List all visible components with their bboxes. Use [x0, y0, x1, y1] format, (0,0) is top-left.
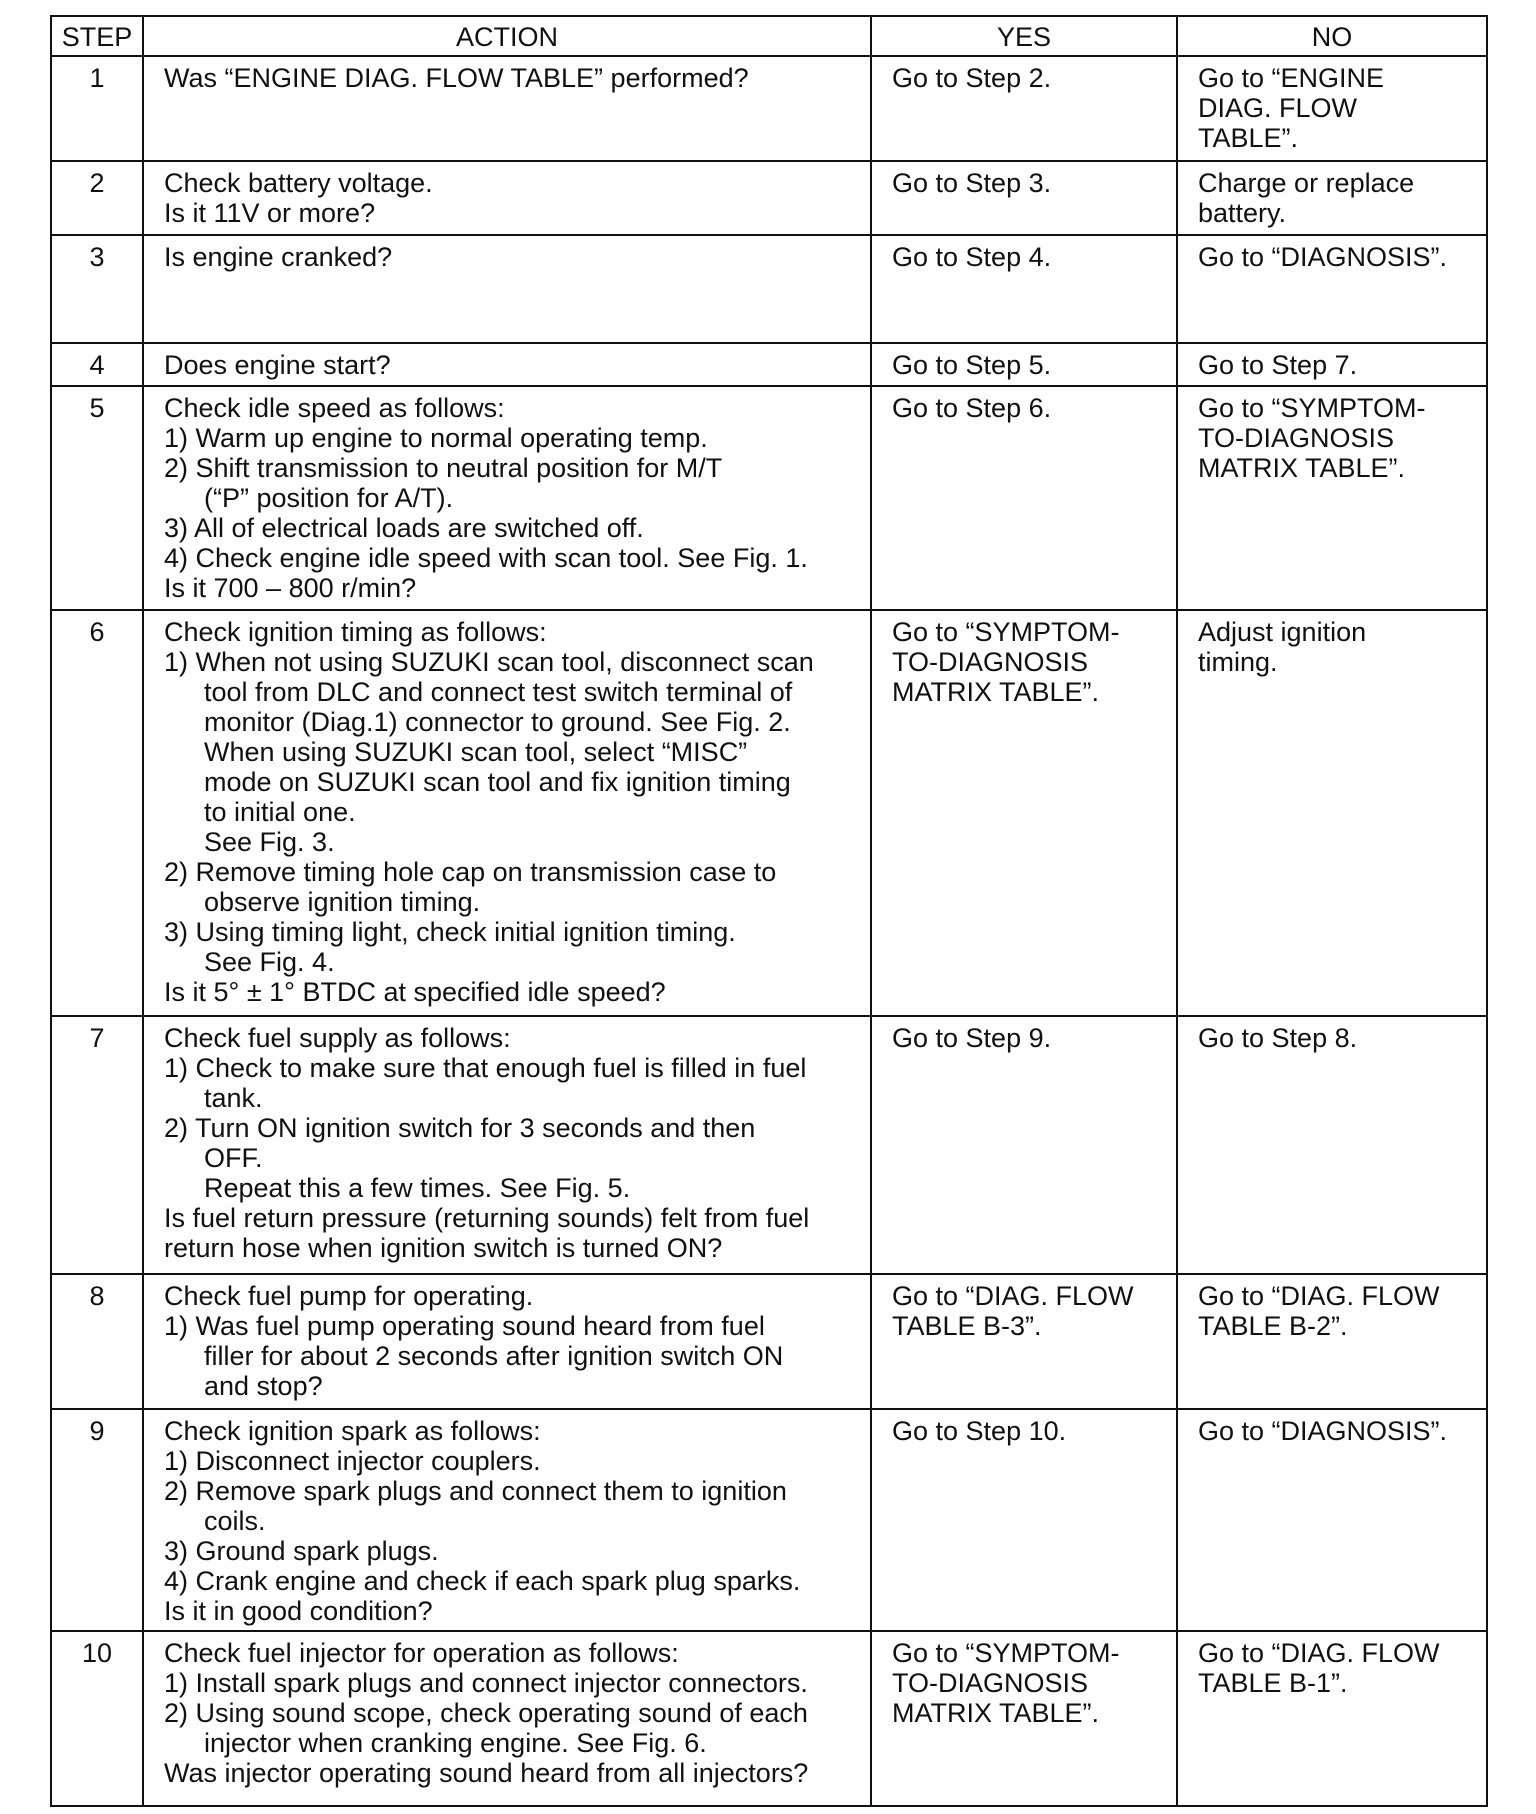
table-header-row — [51, 16, 1487, 56]
no-line: Go to “DIAG. FLOW — [1198, 1638, 1440, 1668]
action-line: (“P” position for A/T). — [204, 483, 454, 513]
no-line: Go to “SYMPTOM- — [1198, 393, 1426, 423]
no-line: TABLE B-2”. — [1198, 1311, 1348, 1341]
header-step: STEP — [51, 16, 143, 56]
action-line: 1) When not using SUZUKI scan tool, disconnect scan — [164, 647, 814, 677]
action-line: 2) Remove timing hole cap on transmission case to — [164, 857, 777, 887]
step-number: 4 — [51, 343, 143, 386]
no-line: Charge or replace — [1198, 168, 1415, 198]
action-line: 3) Using timing light, check initial ignition timing. — [164, 917, 736, 947]
action-line: Check ignition timing as follows: — [164, 617, 547, 647]
table-row — [51, 610, 1487, 1016]
action-cell — [143, 1409, 871, 1631]
action-line: 1) Warm up engine to normal operating temp. — [164, 423, 708, 453]
yes-cell — [871, 1016, 1177, 1274]
action-line: Is engine cranked? — [164, 242, 393, 272]
header-yes: YES — [871, 16, 1177, 56]
step-number: 6 — [51, 610, 143, 1016]
yes-line: Go to Step 4. — [892, 242, 1052, 272]
yes-line: Go to “DIAG. FLOW — [892, 1281, 1134, 1311]
action-cell — [143, 610, 871, 1016]
no-line: Go to Step 7. — [1198, 350, 1358, 380]
action-line: Check fuel pump for operating. — [164, 1281, 534, 1311]
no-line: TO-DIAGNOSIS — [1198, 423, 1395, 453]
action-line: Was “ENGINE DIAG. FLOW TABLE” performed? — [164, 63, 749, 93]
action-line: injector when cranking engine. See Fig. 6. — [204, 1728, 707, 1758]
table-row — [51, 386, 1487, 610]
action-line: 2) Turn ON ignition switch for 3 seconds and then — [164, 1113, 756, 1143]
yes-line: TO-DIAGNOSIS — [892, 1668, 1089, 1698]
table-row — [51, 161, 1487, 235]
no-line: battery. — [1198, 198, 1287, 228]
action-line: Is it 11V or more? — [164, 198, 376, 228]
table-row — [51, 235, 1487, 343]
action-line: 3) All of electrical loads are switched off. — [164, 513, 644, 543]
no-line: Go to “DIAG. FLOW — [1198, 1281, 1440, 1311]
step-number: 7 — [51, 1016, 143, 1274]
header-no: NO — [1177, 16, 1487, 56]
no-cell — [1177, 161, 1487, 235]
no-cell — [1177, 1409, 1487, 1631]
table-row — [51, 1631, 1487, 1806]
action-line: 2) Remove spark plugs and connect them to ignition — [164, 1476, 787, 1506]
step-number: 1 — [51, 56, 143, 161]
table-row — [51, 56, 1487, 161]
action-line: When using SUZUKI scan tool, select “MISC” — [204, 737, 748, 767]
no-line: Go to “DIAGNOSIS”. — [1198, 1416, 1448, 1446]
action-line: 1) Install spark plugs and connect injector connectors. — [164, 1668, 808, 1698]
action-line: mode on SUZUKI scan tool and fix ignition timing — [204, 767, 791, 797]
action-cell — [143, 235, 871, 343]
yes-cell — [871, 1274, 1177, 1409]
action-line: Check fuel supply as follows: — [164, 1023, 511, 1053]
action-line: tool from DLC and connect test switch terminal of — [204, 677, 793, 707]
action-line: Is it 700 – 800 r/min? — [164, 573, 417, 603]
action-line: Does engine start? — [164, 350, 391, 380]
yes-line: Go to Step 10. — [892, 1416, 1067, 1446]
action-cell — [143, 1274, 871, 1409]
action-line: Repeat this a few times. See Fig. 5. — [204, 1173, 631, 1203]
action-line: monitor (Diag.1) connector to ground. See Fig. 2. — [204, 707, 791, 737]
action-line: OFF. — [204, 1143, 263, 1173]
yes-line: MATRIX TABLE”. — [892, 1698, 1100, 1728]
action-line: filler for about 2 seconds after ignition switch ON — [204, 1341, 784, 1371]
action-cell — [143, 386, 871, 610]
yes-line: Go to Step 2. — [892, 63, 1052, 93]
step-number: 5 — [51, 386, 143, 610]
no-cell — [1177, 1016, 1487, 1274]
diagnostic-flow-table — [50, 15, 1488, 1807]
no-cell — [1177, 1631, 1487, 1806]
yes-cell — [871, 161, 1177, 235]
action-line: 4) Check engine idle speed with scan tool. See Fig. 1. — [164, 543, 808, 573]
table-row — [51, 343, 1487, 386]
action-line: Check fuel injector for operation as follows: — [164, 1638, 679, 1668]
no-cell — [1177, 56, 1487, 161]
no-line: timing. — [1198, 647, 1278, 677]
action-line: Check battery voltage. — [164, 168, 433, 198]
no-cell — [1177, 610, 1487, 1016]
yes-line: Go to Step 9. — [892, 1023, 1052, 1053]
step-number: 8 — [51, 1274, 143, 1409]
table-row — [51, 1016, 1487, 1274]
table-row — [51, 1274, 1487, 1409]
yes-line: Go to Step 3. — [892, 168, 1052, 198]
no-cell — [1177, 386, 1487, 610]
no-line: MATRIX TABLE”. — [1198, 453, 1406, 483]
table-row — [51, 1409, 1487, 1631]
action-line: 2) Shift transmission to neutral position for M/T — [164, 453, 723, 483]
yes-line: Go to Step 6. — [892, 393, 1052, 423]
action-line: Was injector operating sound heard from all injectors? — [164, 1758, 809, 1788]
header-action: ACTION — [143, 16, 871, 56]
table-body — [51, 56, 1487, 1806]
no-cell — [1177, 1274, 1487, 1409]
action-line: Check idle speed as follows: — [164, 393, 505, 423]
yes-line: Go to “SYMPTOM- — [892, 1638, 1120, 1668]
yes-cell — [871, 343, 1177, 386]
action-line: Is it 5° ± 1° BTDC at specified idle speed? — [164, 977, 666, 1007]
no-cell — [1177, 235, 1487, 343]
yes-line: TABLE B-3”. — [892, 1311, 1042, 1341]
yes-cell — [871, 1409, 1177, 1631]
no-line: TABLE”. — [1198, 123, 1299, 153]
action-cell — [143, 56, 871, 161]
no-cell — [1177, 343, 1487, 386]
action-cell — [143, 1631, 871, 1806]
action-line: 2) Using sound scope, check operating sound of each — [164, 1698, 808, 1728]
action-line: 3) Ground spark plugs. — [164, 1536, 439, 1566]
step-number: 9 — [51, 1409, 143, 1631]
yes-line: Go to “SYMPTOM- — [892, 617, 1120, 647]
no-line: Adjust ignition — [1198, 617, 1367, 647]
action-cell — [143, 1016, 871, 1274]
action-line: coils. — [204, 1506, 266, 1536]
yes-cell — [871, 235, 1177, 343]
step-number: 2 — [51, 161, 143, 235]
action-line: 1) Disconnect injector couplers. — [164, 1446, 541, 1476]
action-line: return hose when ignition switch is turned ON? — [164, 1233, 723, 1263]
action-line: and stop? — [204, 1371, 323, 1401]
action-cell — [143, 161, 871, 235]
step-number: 10 — [51, 1631, 143, 1806]
action-line: See Fig. 4. — [204, 947, 335, 977]
action-line: Is fuel return pressure (returning sounds) felt from fuel — [164, 1203, 810, 1233]
action-line: 1) Was fuel pump operating sound heard from fuel — [164, 1311, 765, 1341]
yes-cell — [871, 56, 1177, 161]
yes-cell — [871, 610, 1177, 1016]
action-line: Is it in good condition? — [164, 1596, 433, 1626]
action-line: observe ignition timing. — [204, 887, 481, 917]
yes-cell — [871, 1631, 1177, 1806]
yes-cell — [871, 386, 1177, 610]
no-line: Go to “ENGINE — [1198, 63, 1385, 93]
no-line: TABLE B-1”. — [1198, 1668, 1348, 1698]
no-line: Go to Step 8. — [1198, 1023, 1358, 1053]
action-line: 1) Check to make sure that enough fuel is filled in fuel — [164, 1053, 807, 1083]
no-line: Go to “DIAGNOSIS”. — [1198, 242, 1448, 272]
yes-line: TO-DIAGNOSIS — [892, 647, 1089, 677]
step-number: 3 — [51, 235, 143, 343]
action-line: Check ignition spark as follows: — [164, 1416, 541, 1446]
action-line: 4) Crank engine and check if each spark plug sparks. — [164, 1566, 801, 1596]
yes-line: MATRIX TABLE”. — [892, 677, 1100, 707]
action-line: tank. — [204, 1083, 263, 1113]
yes-line: Go to Step 5. — [892, 350, 1052, 380]
action-line: to initial one. — [204, 797, 356, 827]
no-line: DIAG. FLOW — [1198, 93, 1358, 123]
action-line: See Fig. 3. — [204, 827, 335, 857]
action-cell — [143, 343, 871, 386]
